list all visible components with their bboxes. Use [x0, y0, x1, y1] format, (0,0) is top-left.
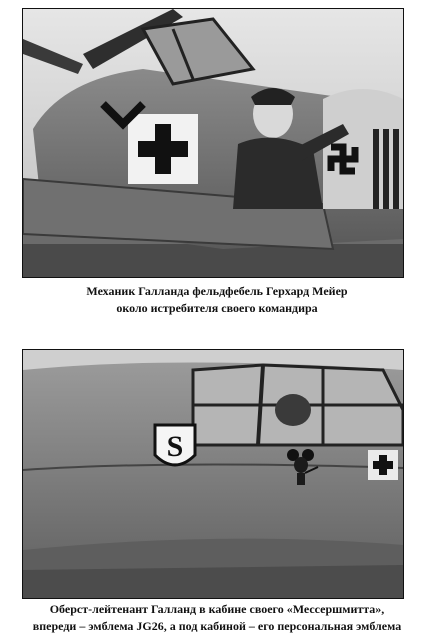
jg26-emblem-icon — [155, 425, 195, 465]
mechanic-photo-image — [23, 9, 403, 277]
emblem-letter: S — [166, 430, 184, 463]
caption-line: около истребителя своего командира — [116, 301, 318, 315]
caption-galland-cockpit — [0, 601, 434, 635]
caption-line: Механик Галланда фельдфебель Герхард Мейер — [86, 284, 348, 298]
caption-mechanic-meyer — [0, 283, 434, 317]
photo-galland-cockpit — [22, 349, 404, 599]
caption-line: впереди – эмблема JG26, а под кабиной – его персональная эмблема — [32, 619, 402, 633]
caption-line: Оберст-лейтенант Галланд в кабине своего «Мессершмитта», — [49, 602, 385, 616]
photo-mechanic-meyer — [22, 8, 404, 278]
cockpit-photo-image — [23, 350, 403, 598]
